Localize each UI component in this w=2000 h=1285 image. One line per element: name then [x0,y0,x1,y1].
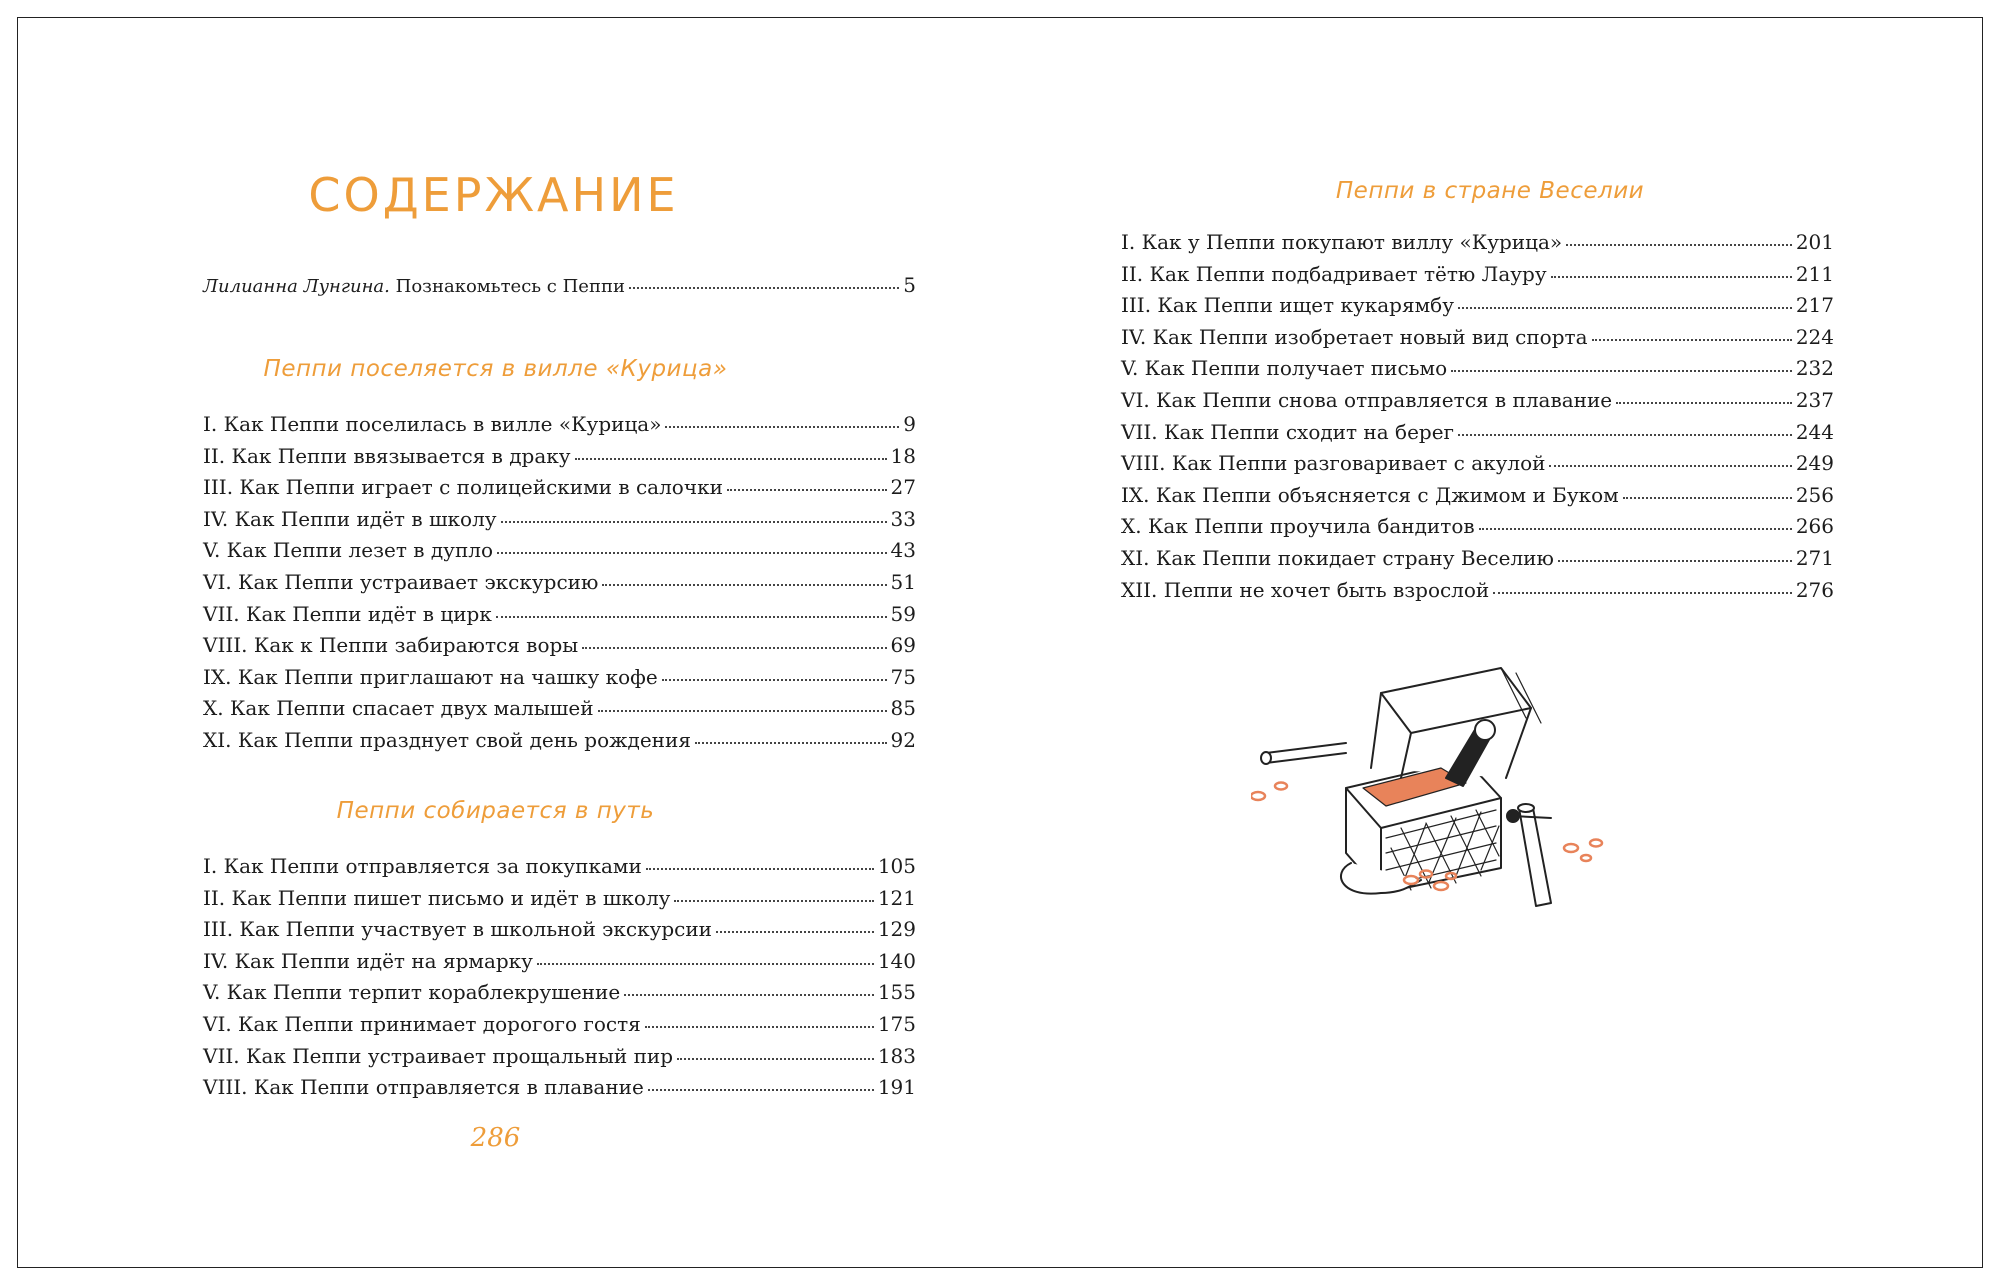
toc-entry[interactable] [203,633,916,665]
toc-entry-title: I. Как Пеппи поселилась в вилле «Курица» [203,412,662,436]
dot-leader [575,457,887,460]
page-number: 286 [470,1123,521,1153]
intro-page: 5 [903,273,916,297]
toc-entry-page: 33 [890,506,916,531]
dot-leader [1493,591,1792,594]
toc-entry-page: 276 [1795,577,1834,602]
toc-section-2 [203,854,916,1107]
toc-entry-title: III. Как Пеппи играет с полицейскими в салочки [203,475,723,500]
toc-entry-page: 75 [890,664,916,689]
toc-entry-title: VI. Как Пеппи устраивает экскурсию [203,569,599,594]
toc-entry-title: IV. Как Пеппи изобретает новый вид спорта [1121,324,1588,349]
toc-entry[interactable] [1121,451,1834,483]
toc-entry-title: VI. Как Пеппи снова отправляется в плавание [1121,387,1613,412]
dot-leader [602,583,886,586]
toc-entry-title: VI. Как Пеппи принимает дорогого гостя [203,1011,641,1036]
toc-entry-page: 224 [1795,324,1834,349]
toc-entry[interactable] [203,886,916,918]
toc-section-1 [203,412,916,760]
toc-entry[interactable] [1121,356,1834,388]
dot-leader [1479,527,1792,530]
toc-entry[interactable] [203,696,916,728]
dot-leader [645,1025,874,1028]
intro-author: Лилианна Лунгина. [203,276,390,297]
toc-entry[interactable] [1121,420,1834,452]
toc-entry[interactable] [203,949,916,981]
toc-entry-title: II. Как Пеппи пишет письмо и идёт в школу [203,885,671,910]
toc-entry-page: 237 [1795,387,1834,412]
toc-entry-page: 266 [1795,514,1834,539]
dot-leader [1551,275,1792,278]
dot-leader [1458,433,1792,436]
toc-entry-page: 217 [1795,293,1834,318]
toc-entry[interactable] [203,507,916,539]
dot-leader [1592,338,1792,341]
toc-entry[interactable] [1121,578,1834,610]
section-title-1: Пеппи поселяется в вилле «Курица» [263,356,728,382]
toc-entry[interactable] [203,1044,916,1076]
toc-entry[interactable] [1121,388,1834,420]
toc-entry-title: VIII. Как к Пеппи забираются воры [203,633,579,658]
treasure-chest-icon [1251,648,1631,908]
toc-entry-page: 175 [877,1011,916,1036]
toc-entry-page: 155 [877,980,916,1005]
dot-leader [1451,369,1792,372]
dot-leader [582,646,886,649]
toc-entry-title: IX. Как Пеппи приглашают на чашку кофе [203,664,658,689]
dot-leader [1616,401,1792,404]
toc-entry[interactable] [203,665,916,697]
book-spread [17,17,1983,1268]
toc-entry-page: 59 [890,601,916,626]
toc-entry[interactable] [1121,546,1834,578]
toc-entry-page: 244 [1795,419,1834,444]
dot-leader [1623,496,1792,499]
toc-entry[interactable] [203,444,916,476]
page-title: СОДЕРЖАНИЕ [308,168,679,222]
right-page [1001,18,1984,1267]
toc-entry-title: XI. Как Пеппи покидает страну Веселию [1121,545,1554,570]
dot-leader [497,551,887,554]
toc-entry[interactable] [203,475,916,507]
toc-entry-page: 256 [1795,482,1834,507]
dot-leader [496,615,887,618]
dot-leader [716,930,874,933]
intro-title: Познакомьтесь с Пеппи [395,276,625,297]
toc-entry[interactable] [1121,293,1834,325]
toc-entry[interactable] [203,570,916,602]
toc-entry-title: III. Как Пеппи участвует в школьной экскурсии [203,917,713,942]
toc-entry[interactable] [203,1012,916,1044]
toc-entry-title: I. Как у Пеппи покупают виллу «Курица» [1121,230,1563,254]
dot-leader [501,520,887,523]
toc-entry-title: V. Как Пеппи лезет в дупло [203,538,494,563]
dot-leader [624,993,874,996]
toc-entry[interactable] [203,1075,916,1107]
toc-section-3 [1121,230,1834,609]
toc-entry[interactable] [203,602,916,634]
toc-entry-title: IV. Как Пеппи идёт на ярмарку [203,948,533,973]
toc-entry[interactable] [203,980,916,1012]
toc-entry-page: 211 [1795,261,1834,286]
toc-entry-page: 271 [1795,545,1834,570]
toc-entry-title: V. Как Пеппи терпит кораблекрушение [203,980,621,1005]
dot-leader [648,1088,874,1091]
dot-leader [1549,464,1791,467]
toc-entry-page: 9 [903,412,916,436]
dot-leader [677,1057,874,1060]
section-title-3: Пеппи в стране Веселии [1335,178,1645,204]
toc-entry[interactable] [1121,230,1834,262]
toc-entry-title: X. Как Пеппи спасает двух малышей [203,696,594,721]
toc-entry-page: 232 [1795,356,1834,381]
toc-entry-title: I. Как Пеппи отправляется за покупками [203,854,642,878]
dot-leader [1566,243,1792,246]
left-page [18,18,1001,1267]
toc-entry-title: III. Как Пеппи ищет кукарямбу [1121,293,1454,318]
toc-entry-page: 85 [890,696,916,721]
dot-leader [727,488,887,491]
toc-entry-title: VII. Как Пеппи устраивает прощальный пир [203,1043,674,1068]
toc-entry-page: 105 [877,854,916,878]
toc-entry[interactable] [1121,483,1834,515]
toc-entry-intro [203,273,916,305]
toc-entry-title: X. Как Пеппи проучила бандитов [1121,514,1475,539]
toc-entry-page: 201 [1795,230,1834,254]
dot-leader [537,962,874,965]
toc-entry-title: II. Как Пеппи ввязывается в драку [203,443,571,468]
toc-entry-title: VII. Как Пеппи сходит на берег [1121,419,1455,444]
dot-leader [662,678,887,681]
section-title-2: Пеппи собирается в путь [336,798,655,824]
dot-leader [598,709,887,712]
toc-entry-title: IX. Как Пеппи объясняется с Джимом и Буком [1121,482,1619,507]
toc-entry[interactable] [1121,325,1834,357]
toc-entry[interactable] [203,917,916,949]
toc-entry[interactable] [203,728,916,760]
dot-leader [665,425,899,428]
dot-leader [646,867,874,870]
toc-entry-page: 129 [877,917,916,942]
toc-entry-title: II. Как Пеппи подбадривает тётю Лауру [1121,261,1547,286]
toc-entry-page: 191 [877,1075,916,1100]
toc-entry-title: VII. Как Пеппи идёт в цирк [203,601,492,626]
toc-entry-page: 140 [877,948,916,973]
intro-toc [203,273,916,305]
dot-leader [1558,559,1792,562]
toc-entry[interactable] [203,412,916,444]
toc-entry-title: XII. Пеппи не хочет быть взрослой [1121,577,1490,602]
toc-entry-page: 43 [890,538,916,563]
toc-entry-page: 69 [890,633,916,658]
toc-entry[interactable] [1121,262,1834,294]
toc-entry[interactable] [203,854,916,886]
toc-entry-page: 92 [890,727,916,752]
toc-entry-page: 27 [890,475,916,500]
toc-entry-title: XI. Как Пеппи празднует свой день рождения [203,727,691,752]
toc-entry-page: 183 [877,1043,916,1068]
dot-leader [674,899,873,902]
toc-entry[interactable] [1121,514,1834,546]
toc-entry-title: VIII. Как Пеппи отправляется в плавание [203,1075,644,1100]
dot-leader [629,286,899,289]
toc-entry-page: 51 [890,569,916,594]
dot-leader [695,741,887,744]
toc-entry-title: IV. Как Пеппи идёт в школу [203,506,497,531]
dot-leader [1458,306,1792,309]
toc-entry[interactable] [203,538,916,570]
toc-entry-title: V. Как Пеппи получает письмо [1121,356,1448,381]
toc-entry-page: 121 [877,885,916,910]
toc-entry-title: VIII. Как Пеппи разговаривает с акулой [1121,451,1546,476]
toc-entry-page: 18 [890,443,916,468]
toc-entry-page: 249 [1795,451,1834,476]
